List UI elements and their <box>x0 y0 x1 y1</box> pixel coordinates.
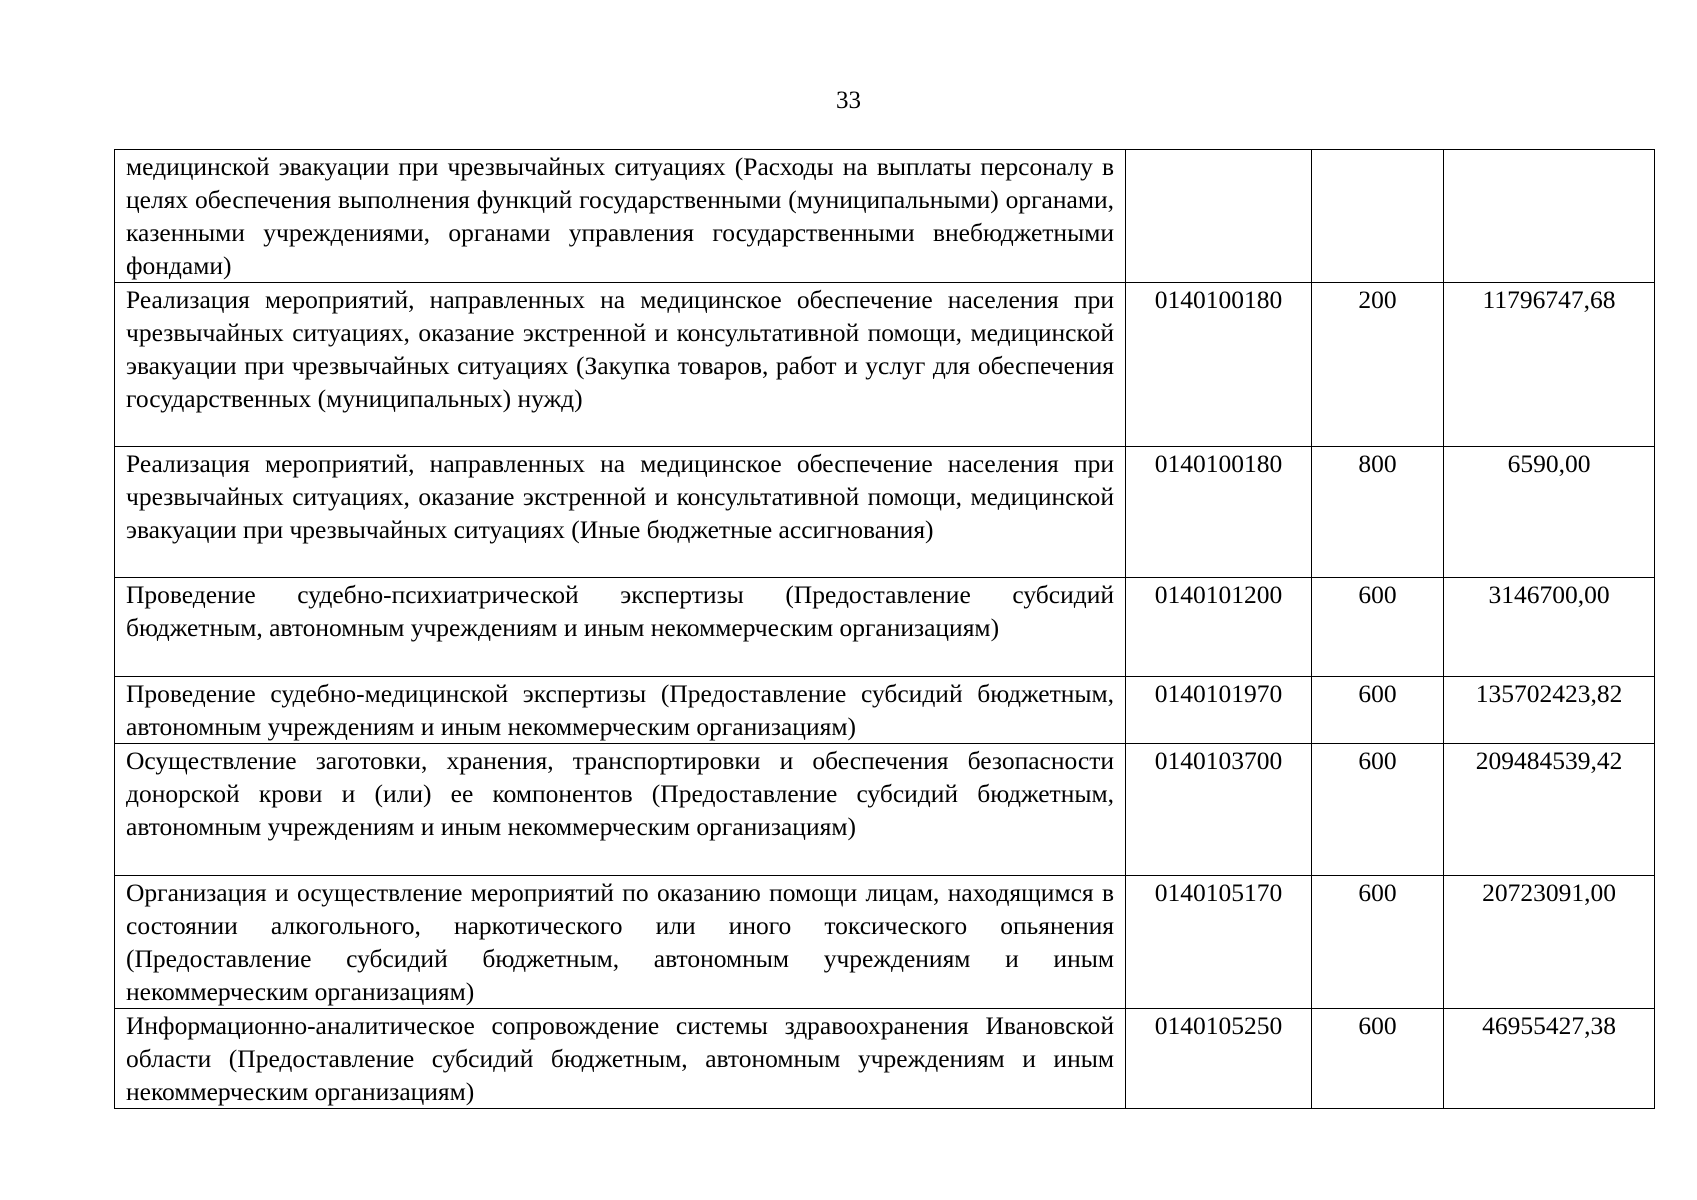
row-description: Информационно-аналитическое сопровождение системы здравоохранения Ивановской области (Предоставление субсидий бюджетным, автономным учреждениям и иным некоммерческим организациям) <box>115 1009 1126 1109</box>
row-expense-type: 600 <box>1312 1009 1444 1109</box>
row-expense-type: 600 <box>1312 744 1444 876</box>
table-row <box>115 150 1655 283</box>
row-target-code: 0140100180 <box>1126 447 1312 578</box>
row-target-code <box>1126 150 1312 283</box>
row-amount: 46955427,38 <box>1444 1009 1655 1109</box>
table-row <box>115 578 1655 677</box>
row-description: Проведение судебно-медицинской экспертизы (Предоставление субсидий бюджетным, автономным учреждениям и иным некоммерческим организациям) <box>115 677 1126 744</box>
table-row <box>115 283 1655 447</box>
row-description: Проведение судебно-психиатрической экспертизы (Предоставление субсидий бюджетным, автономным учреждениям и иным некоммерческим организациям) <box>115 578 1126 677</box>
row-expense-type: 200 <box>1312 283 1444 447</box>
row-description: Осуществление заготовки, хранения, транспортировки и обеспечения безопасности донорской крови и (или) ее компонентов (Предоставление субсидий бюджетным, автономным учреждениям и иным некоммерческим организациям) <box>115 744 1126 876</box>
page-number: 33 <box>836 87 861 114</box>
row-expense-type <box>1312 150 1444 283</box>
row-description: Организация и осуществление мероприятий по оказанию помощи лицам, находящимся в состоянии алкогольного, наркотического или иного токсического опьянения (Предоставление субсидий бюджетным, автономным учреждениям и иным некоммерческим организациям) <box>115 876 1126 1009</box>
row-target-code: 0140105170 <box>1126 876 1312 1009</box>
table-row <box>115 447 1655 578</box>
row-amount: 3146700,00 <box>1444 578 1655 677</box>
row-target-code: 0140103700 <box>1126 744 1312 876</box>
row-target-code: 0140101200 <box>1126 578 1312 677</box>
row-expense-type: 600 <box>1312 578 1444 677</box>
row-description: Реализация мероприятий, направленных на медицинское обеспечение населения при чрезвычайных ситуациях, оказание экстренной и консультативной помощи, медицинской эвакуации при чрезвычайных ситуациях (Закупка товаров, работ и услуг для обеспечения государственных (муниципальных) нужд) <box>115 283 1126 447</box>
row-target-code: 0140105250 <box>1126 1009 1312 1109</box>
row-amount: 6590,00 <box>1444 447 1655 578</box>
row-expense-type: 600 <box>1312 677 1444 744</box>
row-description: медицинской эвакуации при чрезвычайных ситуациях (Расходы на выплаты персоналу в целях обеспечения выполнения функций государственными (муниципальными) органами, казенными учреждениями, органами управления государственными внебюджетными фондами) <box>115 150 1126 283</box>
budget-table <box>114 149 1655 1109</box>
row-amount <box>1444 150 1655 283</box>
table-row <box>115 744 1655 876</box>
row-amount: 11796747,68 <box>1444 283 1655 447</box>
row-amount: 135702423,82 <box>1444 677 1655 744</box>
row-amount: 209484539,42 <box>1444 744 1655 876</box>
row-amount: 20723091,00 <box>1444 876 1655 1009</box>
row-expense-type: 600 <box>1312 876 1444 1009</box>
table-row <box>115 1009 1655 1109</box>
table-row <box>115 677 1655 744</box>
row-target-code: 0140101970 <box>1126 677 1312 744</box>
row-description: Реализация мероприятий, направленных на медицинское обеспечение населения при чрезвычайных ситуациях, оказание экстренной и консультативной помощи, медицинской эвакуации при чрезвычайных ситуациях (Иные бюджетные ассигнования) <box>115 447 1126 578</box>
row-target-code: 0140100180 <box>1126 283 1312 447</box>
row-expense-type: 800 <box>1312 447 1444 578</box>
table-row <box>115 876 1655 1009</box>
